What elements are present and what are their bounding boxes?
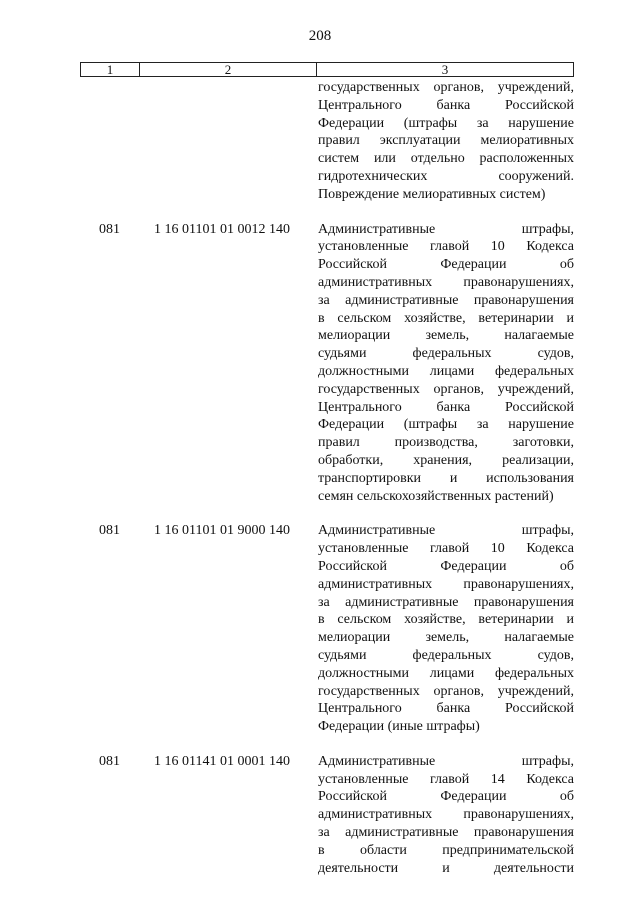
description-line: Центрального банка Российской [318, 399, 574, 415]
description-line: Федерации (штрафы за нарушение [318, 115, 574, 131]
description-line: транспортировки и использования [318, 470, 574, 486]
description-line: за административные правонарушения [318, 594, 574, 610]
admin-code: 081 [99, 221, 120, 237]
description-line: административных правонарушениях, [318, 274, 574, 290]
description-line: установленные главой 14 Кодекса [318, 771, 574, 787]
description-line: за административные правонарушения [318, 825, 574, 841]
description-line: установленные главой 10 Кодекса [318, 541, 574, 557]
admin-code: 081 [99, 523, 120, 539]
description-line: за административные правонарушения [318, 292, 574, 308]
description-line: в сельском хозяйстве, ветеринарии и [318, 612, 574, 628]
description-line: установленные главой 10 Кодекса [318, 239, 574, 255]
description-line: Федерации (иные штрафы) [318, 719, 480, 735]
kbk-code: 1 16 01101 01 9000 140 [154, 523, 290, 539]
description-line: Повреждение мелиоративных систем) [318, 186, 546, 202]
table-header [80, 62, 574, 77]
description-line: Российской Федерации об [318, 789, 574, 805]
header-col-2: 2 [140, 63, 317, 76]
description-line: государственных органов, учреждений, [318, 80, 574, 95]
continuation-row [0, 79, 640, 204]
description-line: Административные штрафы, [318, 753, 574, 769]
continuation-description [318, 79, 574, 204]
description-line: семян сельскохозяйственных растений) [318, 488, 554, 504]
description-line: административных правонарушениях, [318, 576, 574, 592]
description-line: систем или отдельно расположенных [318, 151, 574, 167]
description-line: Федерации (штрафы за нарушение [318, 417, 574, 433]
table-row [0, 221, 640, 506]
description-line: обработки, хранения, реализации, [318, 452, 574, 468]
description-line: судьями федеральных судов, [318, 346, 574, 362]
table-row [0, 522, 640, 736]
description-line: мелиорации земель, налагаемые [318, 328, 574, 344]
description-line: Центрального банка Российской [318, 97, 574, 113]
description-line: судьями федеральных судов, [318, 647, 574, 663]
description-line: деятельности и деятельности [318, 860, 574, 876]
description-line: правил эксплуатации мелиоративных [318, 133, 574, 149]
table-row [0, 753, 640, 878]
description-line: Российской Федерации об [318, 257, 574, 273]
description-line: в сельском хозяйстве, ветеринарии и [318, 310, 574, 326]
kbk-code: 1 16 01141 01 0001 140 [154, 753, 290, 769]
table-body [0, 79, 640, 877]
description-line: Российской Федерации об [318, 558, 574, 574]
description-line: мелиорации земель, налагаемые [318, 630, 574, 646]
admin-code: 081 [99, 753, 120, 769]
description-line: в области предпринимательской [318, 842, 574, 858]
description-line: государственных органов, учреждений, [318, 683, 574, 699]
description-line: Административные штрафы, [318, 221, 574, 237]
header-col-1: 1 [81, 63, 140, 76]
description-line: Административные штрафы, [318, 523, 574, 539]
description-line: правил производства, заготовки, [318, 435, 574, 451]
description-line: гидротехнических сооружений. [318, 168, 574, 184]
header-col-3: 3 [441, 62, 449, 77]
row-description [318, 221, 574, 506]
description-line: должностными лицами федеральных [318, 665, 574, 681]
description-line: административных правонарушениях, [318, 807, 574, 823]
page-number: 208 [308, 28, 332, 44]
description-line: должностными лицами федеральных [318, 363, 574, 379]
row-description [318, 522, 574, 736]
kbk-code: 1 16 01101 01 0012 140 [154, 221, 290, 237]
description-line: Центрального банка Российской [318, 701, 574, 717]
row-description [318, 753, 574, 878]
description-line: государственных органов, учреждений, [318, 381, 574, 397]
